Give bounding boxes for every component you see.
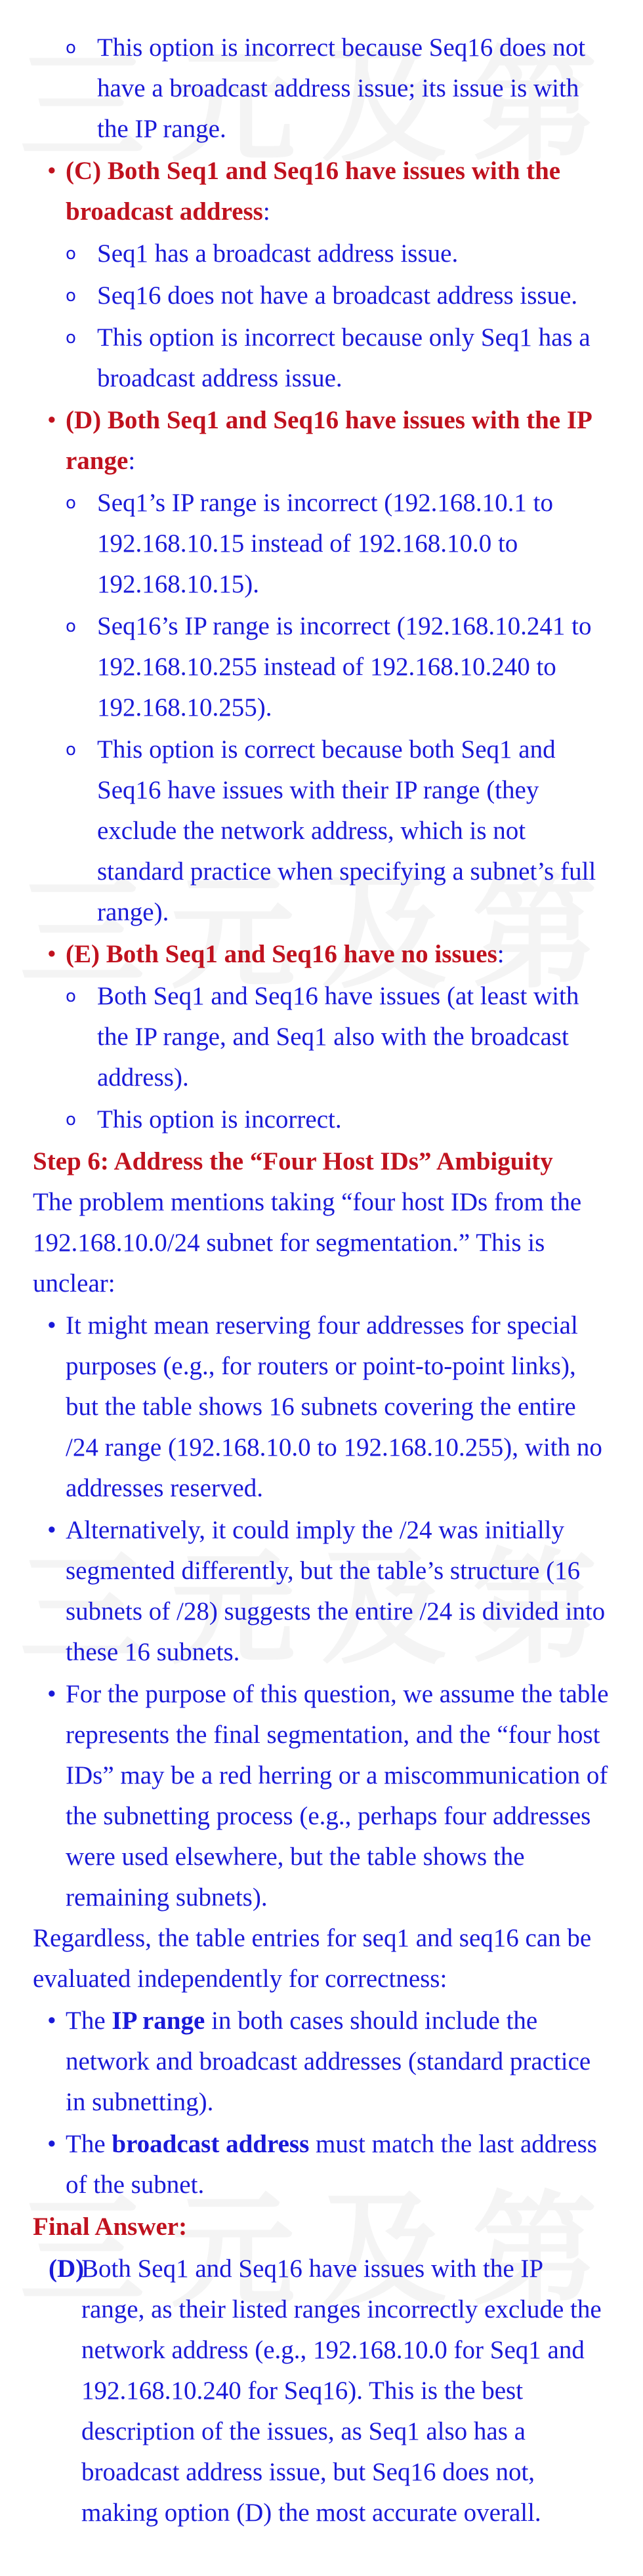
circle-bullet-icon: o xyxy=(66,38,76,58)
rule2-term: broadcast address xyxy=(112,2130,310,2158)
list-item xyxy=(33,606,610,728)
bullet-icon: • xyxy=(47,157,56,185)
circle-bullet-icon: o xyxy=(66,244,76,264)
rule1-post: in both cases should include the network and broadcast addresses (standard practice in subnetting). xyxy=(66,2007,591,2116)
option-d-colon: : xyxy=(128,447,136,475)
circle-bullet-icon: o xyxy=(66,1110,76,1130)
list-item xyxy=(33,729,610,933)
bullet-icon: • xyxy=(47,1516,56,1544)
bullet-icon: • xyxy=(47,940,56,968)
list-item xyxy=(33,976,610,1098)
option-d-item: Seq16’s IP range is incorrect (192.168.10.241 to 192.168.10.255 instead of 192.168.10.240 to 192.168.10.255). xyxy=(97,612,592,722)
list-item xyxy=(33,483,610,605)
option-e-label: (E) Both Seq1 and Seq16 have no issues xyxy=(66,940,497,968)
circle-bullet-icon: o xyxy=(66,328,76,348)
bullet-icon: • xyxy=(47,2007,56,2035)
final-answer-heading: Final Answer: xyxy=(33,2213,188,2241)
circle-bullet-icon: o xyxy=(66,740,76,760)
option-d-item: This option is correct because both Seq1 and Seq16 have issues with their IP range (they exclude the network address, which is not standard practice when specifying a subnet’s full range). xyxy=(97,735,596,926)
option-c-label: (C) Both Seq1 and Seq16 have issues with the broadcast address xyxy=(66,157,561,226)
option-c xyxy=(33,151,610,232)
final-answer xyxy=(33,2249,610,2533)
bullet-icon: • xyxy=(47,1680,56,1708)
step6-bullet: It might mean reserving four addresses for special purposes (e.g., for routers or point-to-point links), but the table shows 16 subnets covering the entire /24 range (192.168.10.0 to 192.168.10.255), with no addresses reserved. xyxy=(66,1311,602,1502)
circle-bullet-icon: o xyxy=(66,617,76,636)
rule1-term: IP range xyxy=(112,2007,205,2035)
step6-regardless: Regardless, the table entries for seq1 and seq16 can be evaluated independently for correctness: xyxy=(33,1924,592,1993)
step6-intro: The problem mentions taking “four host IDs from the 192.168.10.0/24 subnet for segmentation.” This is unclear: xyxy=(33,1188,582,1298)
list-item xyxy=(33,1510,610,1673)
list-item xyxy=(33,1674,610,1918)
circle-bullet-icon: o xyxy=(66,493,76,513)
option-b-note: This option is incorrect because Seq16 does not have a broadcast address issue; its issue is with the IP range. xyxy=(97,33,586,143)
bullet-icon: • xyxy=(47,2130,56,2158)
option-d-label: (D) Both Seq1 and Seq16 have issues with the IP range xyxy=(66,406,591,475)
list-item xyxy=(33,276,610,316)
list-item xyxy=(33,1305,610,1509)
list-item xyxy=(33,2124,610,2205)
list-item xyxy=(33,28,610,150)
option-c-item: Seq1 has a broadcast address issue. xyxy=(97,239,459,268)
option-c-item: This option is incorrect because only Seq1 has a broadcast address issue. xyxy=(97,323,591,392)
bullet-icon: • xyxy=(47,1311,56,1339)
list-item xyxy=(33,234,610,274)
step6-bullet: For the purpose of this question, we assume the table represents the final segmentation, and the “four host IDs” may be a red herring or a miscommunication of the subnetting process (e.g., perhaps four addresses were used elsewhere, but the table shows the remaining subnets). xyxy=(66,1680,609,1912)
rule2-pre: The xyxy=(66,2130,112,2158)
circle-bullet-icon: o xyxy=(66,286,76,306)
option-e xyxy=(33,934,610,975)
final-answer-label: (D) xyxy=(49,2255,85,2283)
step6-bullet: Alternatively, it could imply the /24 was initially segmented differently, but the table’s structure (16 subnets of /28) suggests the entire /24 is divided into these 16 subnets. xyxy=(66,1516,606,1666)
rule2-post: must match the last address of the subnet. xyxy=(66,2130,597,2199)
option-d-item: Seq1’s IP range is incorrect (192.168.10.1 to 192.168.10.15 instead of 192.168.10.0 to 192.168.10.15). xyxy=(97,489,554,598)
list-item xyxy=(33,2001,610,2123)
rule1-pre: The xyxy=(66,2007,112,2035)
option-e-colon: : xyxy=(497,940,505,968)
option-e-item: This option is incorrect. xyxy=(97,1105,342,1134)
circle-bullet-icon: o xyxy=(66,987,76,1006)
option-c-colon: : xyxy=(262,197,270,226)
list-item xyxy=(33,1099,610,1140)
bullet-icon: • xyxy=(47,406,56,434)
step6-heading: Step 6: Address the “Four Host IDs” Ambiguity xyxy=(33,1147,553,1176)
final-answer-text: Both Seq1 and Seq16 have issues with the IP range, as their listed ranges incorrectly exclude the network address (e.g., 192.168.10.0 for Seq1 and 192.168.10.240 for Seq16). This is the best description of the issues, as Seq1 also has a broadcast address issue, but Seq16 does not, making option (D) the most accurate overall. xyxy=(81,2255,602,2527)
option-d xyxy=(33,400,610,481)
option-e-item: Both Seq1 and Seq16 have issues (at least with the IP range, and Seq1 also with the broadcast address). xyxy=(97,982,579,1092)
list-item xyxy=(33,317,610,399)
option-c-item: Seq16 does not have a broadcast address issue. xyxy=(97,281,578,310)
